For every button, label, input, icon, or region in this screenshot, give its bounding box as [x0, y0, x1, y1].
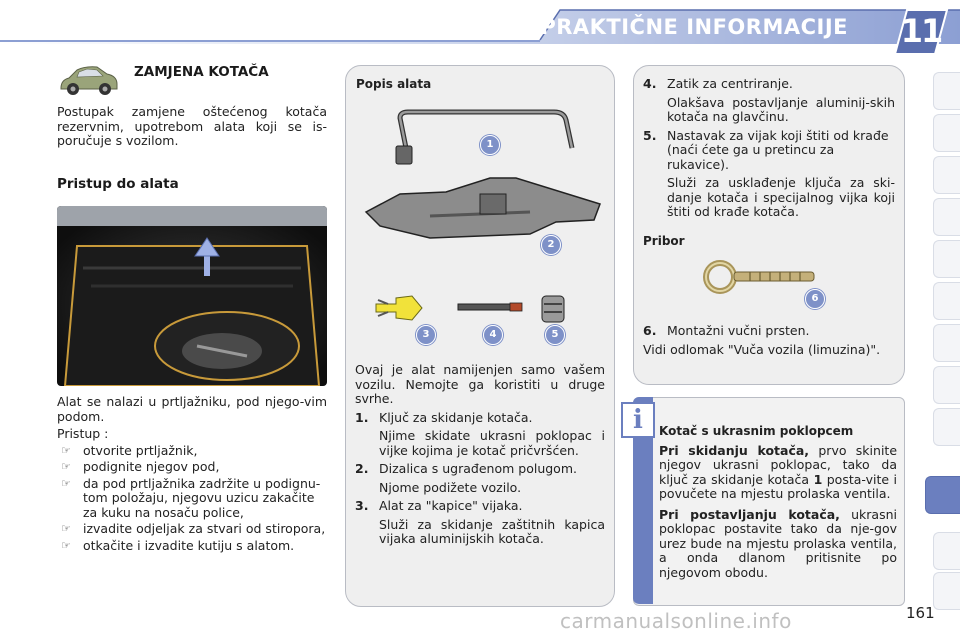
chapter-tab[interactable]	[933, 72, 960, 110]
section-title: ZAMJENA KOTAČA	[134, 64, 269, 80]
chapter-tab[interactable]	[933, 198, 960, 236]
list-item: 5. Nastavak za vijak koji štiti od krađe (naći ćete ga u pretincu za rukavice).	[643, 127, 889, 172]
list-item: 1. Ključ za skidanje kotača.	[355, 409, 533, 425]
tools-access-heading: Pristup do alata	[57, 176, 179, 192]
callout-1: 1	[480, 135, 500, 155]
info-paragraph-fitting: Pri postavljanju kotača, ukrasni poklopac postavite tako da nje-gov urez bude na mjestu prolaska ventila, a onda dlanom pritisnite po njegovom obodu.	[659, 506, 897, 580]
callout-6: 6	[805, 289, 825, 309]
list-item: ☞ otvorite prtljažnik,	[57, 444, 327, 459]
chapter-tabs	[932, 72, 960, 612]
pointing-hand-icon: ☞	[61, 476, 71, 490]
pointing-hand-icon: ☞	[61, 460, 71, 473]
tools-location: Alat se nalazi u prtljažniku, pod njego-vim podom.	[57, 394, 327, 424]
list-item: 4. Zatik za centriranje.	[643, 76, 793, 91]
chapter-tab[interactable]	[933, 282, 960, 320]
list-item: ☞ otkačite i izvadite kutiju s alatom.	[57, 539, 327, 554]
callout-4: 4	[483, 325, 503, 345]
chapter-tab[interactable]	[933, 366, 960, 404]
pointing-hand-icon: ☞	[61, 522, 71, 535]
chapter-title: PRAKTIČNE INFORMACIJE	[540, 15, 848, 39]
intro-paragraph: Postupak zamjene oštećenog kotača rezervnim, upotrebom alata koji se is-poručuje s vozilom.	[57, 104, 327, 148]
chapter-number: 11	[900, 12, 942, 50]
accessories-heading: Pribor	[643, 233, 685, 248]
see-also-note: Vidi odlomak "Vuča vozila (limuzina)".	[643, 341, 881, 357]
list-item: 3. Alat za "kapice" vijaka.	[355, 498, 523, 513]
page-number: 161	[906, 604, 935, 622]
callout-2: 2	[541, 235, 561, 255]
callout-5: 5	[545, 325, 565, 345]
chapter-tab[interactable]	[933, 408, 960, 446]
list-item: ☞ izvadite odjeljak za stvari od stiropora,	[57, 522, 327, 537]
tool-list-title: Popis alata	[356, 77, 432, 91]
pointing-hand-icon: ☞	[61, 538, 71, 552]
list-item: ☞ podignite njegov pod,	[57, 460, 327, 475]
info-paragraph-removal: Pri skidanju kotača, prvo skinite njegov ukrasni poklopac, tako da ključ za skidanje kotača 1 posta-vite i povučete na mjestu prolaska ventila.	[659, 442, 898, 501]
callout-3: 3	[416, 325, 436, 345]
tools-warning: Ovaj je alat namijenjen samo vašem vozilu. Nemojte ga koristiti u druge svrhe.	[355, 362, 605, 406]
trunk-photo	[57, 206, 327, 386]
pointing-hand-icon: ☞	[61, 443, 71, 457]
info-title: Kotač s ukrasnim poklopcem	[659, 424, 854, 438]
chapter-tab[interactable]	[933, 240, 960, 278]
chapter-tab[interactable]	[933, 572, 960, 610]
list-item: 2. Dizalica s ugrađenom polugom.	[355, 461, 577, 476]
info-icon: i	[621, 402, 655, 438]
list-item: 6. Montažni vučni prsten.	[643, 323, 810, 338]
chapter-tab[interactable]	[933, 156, 960, 194]
watermark: carmanualsonline.info	[560, 609, 792, 633]
car-icon	[57, 62, 121, 98]
chapter-tab-active[interactable]	[925, 476, 960, 514]
chapter-tab[interactable]	[933, 114, 960, 152]
chapter-tab[interactable]	[933, 324, 960, 362]
list-item: ☞ da pod prtljažnika zadržite u podignu-tom položaju, njegovu uzicu zakačite za kuku na nosaču police,	[57, 477, 327, 521]
chapter-tab[interactable]	[933, 532, 960, 570]
access-label: Pristup :	[57, 426, 109, 441]
